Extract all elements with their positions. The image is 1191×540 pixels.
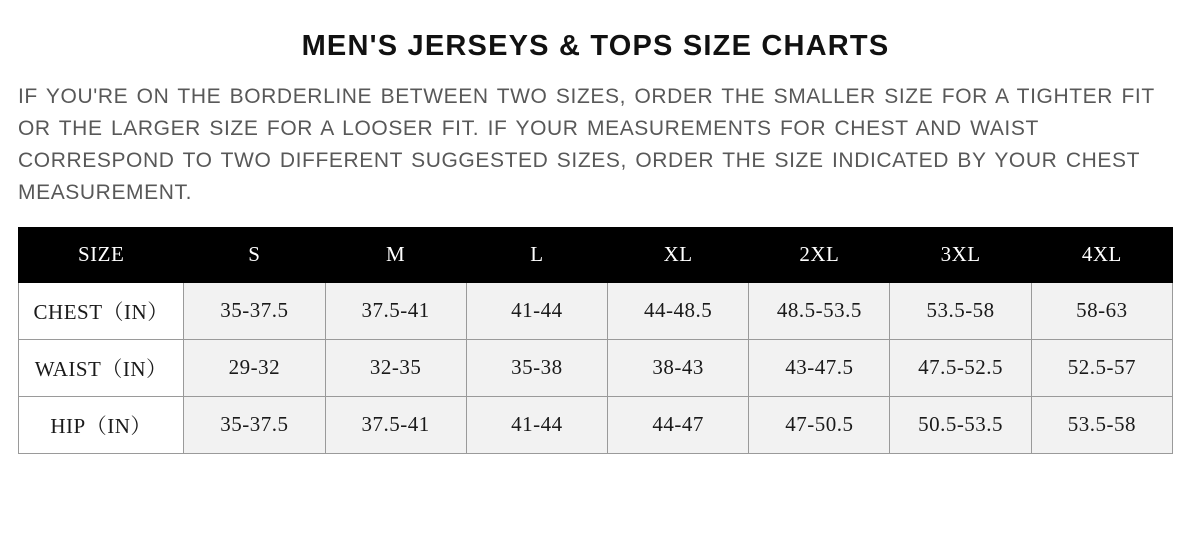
row-label-hip: HIP（IN） bbox=[19, 396, 184, 453]
cell-hip-xl: 44-47 bbox=[607, 396, 748, 453]
cell-chest-2xl: 48.5-53.5 bbox=[749, 282, 890, 339]
column-header-3xl: 3XL bbox=[890, 227, 1031, 282]
cell-hip-4xl: 53.5-58 bbox=[1031, 396, 1172, 453]
column-header-4xl: 4XL bbox=[1031, 227, 1172, 282]
cell-chest-l: 41-44 bbox=[466, 282, 607, 339]
row-label-waist: WAIST（IN） bbox=[19, 339, 184, 396]
cell-hip-2xl: 47-50.5 bbox=[749, 396, 890, 453]
cell-chest-3xl: 53.5-58 bbox=[890, 282, 1031, 339]
intro-paragraph: IF YOU'RE ON THE BORDERLINE BETWEEN TWO SIZES, ORDER THE SMALLER SIZE FOR A TIGHTER FIT OR THE LARGER SIZE FOR A LOOSER FIT. IF YOUR MEASUREMENTS FOR CHEST AND WAIST CORRESPOND TO TWO DIFFERENT SUGGESTED SIZES, ORDER THE SIZE INDICATED BY YOUR CHEST MEASUREMENT. bbox=[18, 85, 1155, 204]
column-header-m: M bbox=[325, 227, 466, 282]
size-chart-table bbox=[18, 227, 1173, 454]
cell-hip-3xl: 50.5-53.5 bbox=[890, 396, 1031, 453]
cell-waist-xl: 38-43 bbox=[607, 339, 748, 396]
table-row bbox=[19, 339, 1173, 396]
cell-chest-xl: 44-48.5 bbox=[607, 282, 748, 339]
table-row bbox=[19, 396, 1173, 453]
column-header-xl: XL bbox=[607, 227, 748, 282]
cell-hip-m: 37.5-41 bbox=[325, 396, 466, 453]
size-chart-page bbox=[0, 30, 1191, 540]
cell-waist-4xl: 52.5-57 bbox=[1031, 339, 1172, 396]
column-header-2xl: 2XL bbox=[749, 227, 890, 282]
column-header-s: S bbox=[184, 227, 325, 282]
column-header-l: L bbox=[466, 227, 607, 282]
size-chart-table-wrapper bbox=[18, 227, 1173, 454]
cell-chest-4xl: 58-63 bbox=[1031, 282, 1172, 339]
table-header bbox=[19, 227, 1173, 282]
table-body bbox=[19, 282, 1173, 453]
table-header-row bbox=[19, 227, 1173, 282]
cell-waist-3xl: 47.5-52.5 bbox=[890, 339, 1031, 396]
cell-waist-2xl: 43-47.5 bbox=[749, 339, 890, 396]
cell-hip-s: 35-37.5 bbox=[184, 396, 325, 453]
cell-waist-m: 32-35 bbox=[325, 339, 466, 396]
table-row bbox=[19, 282, 1173, 339]
cell-waist-l: 35-38 bbox=[466, 339, 607, 396]
cell-chest-s: 35-37.5 bbox=[184, 282, 325, 339]
page-title: MEN'S JERSEYS & TOPS SIZE CHARTS bbox=[301, 30, 890, 62]
cell-waist-s: 29-32 bbox=[184, 339, 325, 396]
row-label-chest: CHEST（IN） bbox=[19, 282, 184, 339]
column-header-size: SIZE bbox=[19, 227, 184, 282]
cell-chest-m: 37.5-41 bbox=[325, 282, 466, 339]
cell-hip-l: 41-44 bbox=[466, 396, 607, 453]
